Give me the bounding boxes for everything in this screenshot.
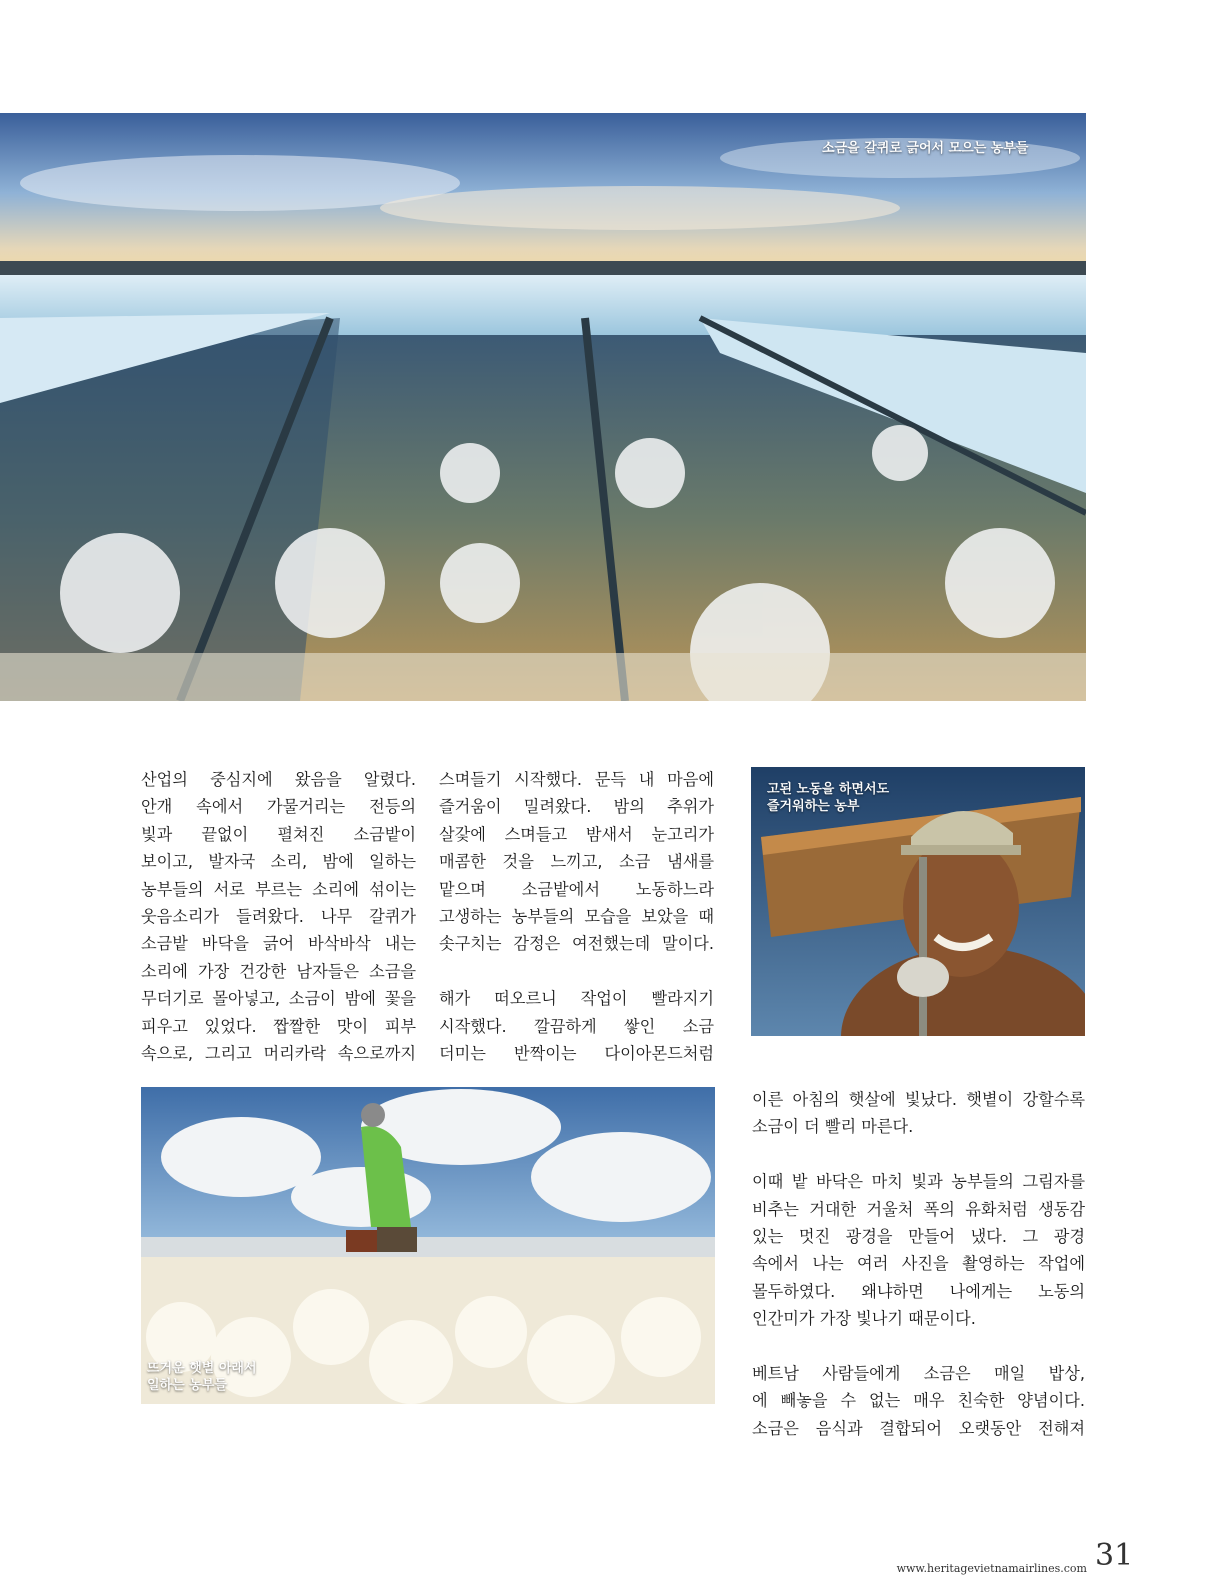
text-line: 속에서 나는 여러 사진을 촬영하는 작업에 (752, 1254, 1085, 1274)
text-line: 농부들의 서로 부르는 소리에 섞이는 (141, 879, 416, 899)
text-line: 즐거움이 밀려왔다. 밤의 추위가 (439, 797, 714, 817)
portrait-caption-line-1: 고된 노동을 하면서도 (767, 782, 890, 797)
salt-field-photo (0, 113, 1086, 701)
text-column-2 (439, 766, 714, 1067)
text-line: 더미는 반짝이는 다이아몬드처럼 (439, 1044, 714, 1064)
text-line: 소금이 더 빨리 마른다. (752, 1117, 914, 1137)
text-line: 소금밭 바닥을 긁어 바삭바삭 내는 (141, 934, 416, 954)
text-line: 솟구치는 감정은 여전했는데 말이다. (439, 934, 714, 954)
text-line: 무더기로 몰아넣고, 소금이 밤에 꽃을 (141, 989, 416, 1009)
text-line: 소금은 음식과 결합되어 오랫동안 전해져 (752, 1418, 1085, 1438)
text-line: 비추는 거대한 거울처 폭의 유화처럼 생동감 (752, 1199, 1085, 1219)
text-line: 고생하는 농부들의 모습을 보았을 때 (439, 907, 714, 927)
portrait-caption-line-2: 즐거워하는 농부 (767, 799, 860, 814)
text-line: 이른 아침의 햇살에 빛났다. 햇볕이 강할수록 (752, 1090, 1085, 1109)
text-line: 에 빼놓을 수 없는 매우 친숙한 양념이다. (752, 1391, 1085, 1411)
text-line: 속으로, 그리고 머리카락 속으로까지 (141, 1044, 416, 1064)
text-line: 소리에 가장 건강한 남자들은 소금을 (141, 961, 416, 981)
main-photo-caption: 소금을 갈퀴로 긁어서 모으는 농부들 (822, 141, 1029, 156)
text-line: 산업의 중심지에 왔음을 알렸다. (141, 770, 416, 789)
text-line: 스며들기 시작했다. 문득 내 마음에 (439, 770, 714, 789)
salt-workers-photo (141, 1087, 715, 1404)
page-number: 31 (1095, 1538, 1134, 1573)
text-line: 빛과 끝없이 펼쳐진 소금밭이 (141, 824, 416, 844)
text-line: 웃음소리가 들려왔다. 나무 갈퀴가 (141, 907, 416, 927)
text-line: 시작했다. 깔끔하게 쌓인 소금 (439, 1016, 714, 1036)
bottom-caption-line-2: 일하는 농부들 (147, 1378, 227, 1393)
text-line: 피우고 있었다. 짭짤한 맛이 피부 (141, 1016, 416, 1036)
text-line: 있는 멋진 광경을 만들어 냈다. 그 광경 (752, 1227, 1085, 1247)
text-line: 이때 밭 바닥은 마치 빛과 농부들의 그림자를 (752, 1172, 1085, 1192)
bottom-caption-line-1: 뜨거운 햇볕 아래서 (147, 1361, 257, 1376)
text-line: 베트남 사람들에게 소금은 매일 밥상, (752, 1364, 1085, 1384)
text-column-1 (141, 766, 416, 1067)
text-line: 해가 떠오르니 작업이 빨라지기 (439, 989, 714, 1009)
text-line: 매콤한 것을 느끼고, 소금 냄새를 (439, 852, 714, 872)
text-column-3 (752, 1086, 1085, 1442)
text-line: 인간미가 가장 빛나기 때문이다. (752, 1309, 976, 1329)
farmer-portrait-photo (751, 767, 1085, 1036)
text-line: 몰두하였다. 왜냐하면 나에게는 노동의 (752, 1281, 1085, 1301)
website-url: www.heritagevietnamairlines.com (896, 1562, 1087, 1575)
text-line: 안개 속에서 가물거리는 전등의 (141, 797, 416, 817)
salt-workers-illustration (141, 1087, 715, 1404)
salt-field-illustration (0, 113, 1086, 701)
text-line: 보이고, 발자국 소리, 밤에 일하는 (141, 852, 416, 872)
text-line: 맡으며 소금밭에서 노동하느라 (439, 879, 714, 899)
text-line: 살갗에 스며들고 밤새서 눈고리가 (439, 824, 714, 844)
